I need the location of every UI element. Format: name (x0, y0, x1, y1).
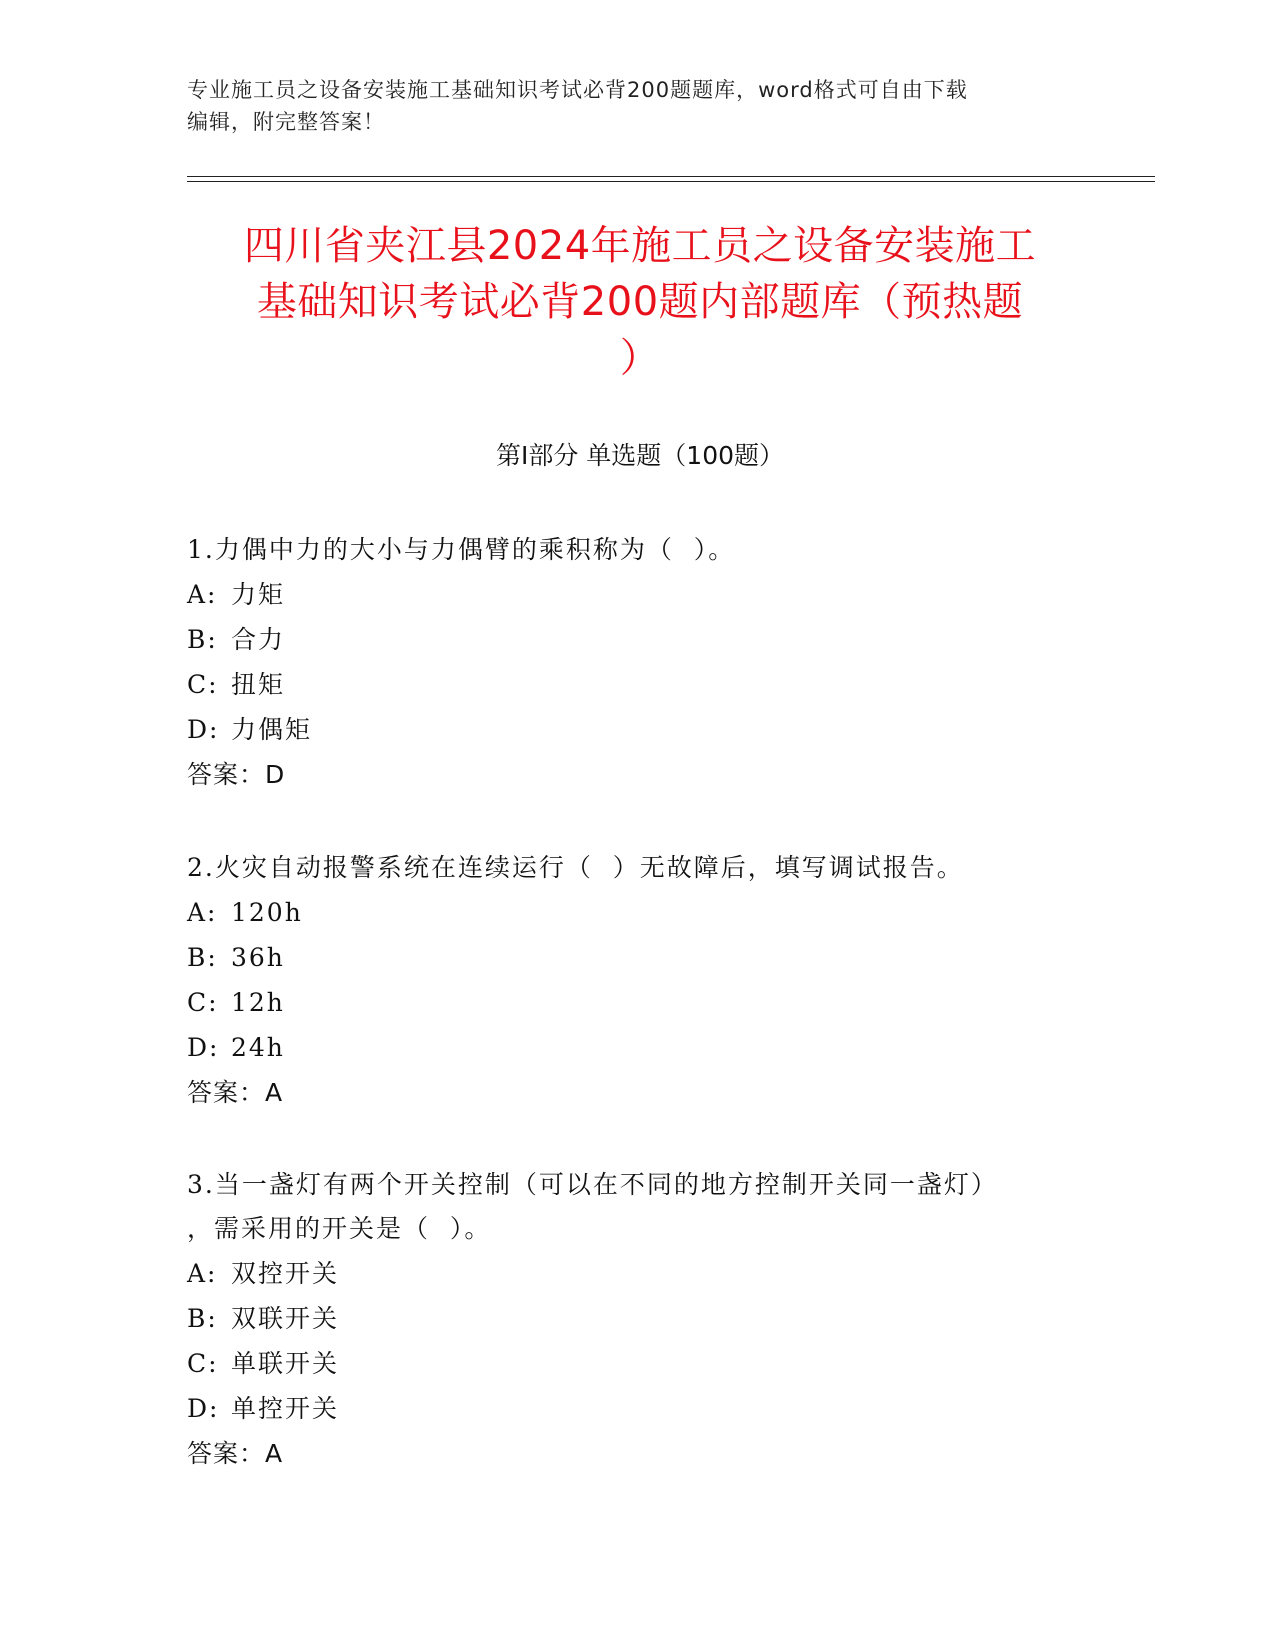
option-letter: D: (187, 1394, 220, 1423)
option-text: 双联开关 (231, 1304, 340, 1333)
option-c (187, 980, 1147, 1025)
option-text: 力矩 (231, 580, 286, 609)
document-title-line3: ） (619, 335, 661, 381)
option-d (187, 1386, 1147, 1431)
option-d (187, 707, 1147, 752)
header-note-line2: 编辑，附完整答案！ (187, 110, 385, 134)
option-b (187, 617, 1147, 662)
option-letter: D: (187, 1033, 220, 1062)
question-2 (187, 846, 1147, 1116)
option-d (187, 1025, 1147, 1070)
option-letter: B: (187, 625, 218, 654)
option-letter: B: (187, 943, 218, 972)
option-b (187, 935, 1147, 980)
question-3 (187, 1163, 1147, 1477)
option-text: 单联开关 (231, 1349, 340, 1378)
option-text: 单控开关 (231, 1394, 340, 1423)
answer-line: 答案：A (187, 1439, 284, 1468)
option-text: 双控开关 (231, 1259, 340, 1288)
option-a (187, 572, 1147, 617)
header-rule-top (187, 176, 1155, 177)
option-text: 合力 (231, 625, 286, 654)
document-title-line2: 基础知识考试必背200题内部题库（预热题 (256, 279, 1024, 325)
option-text: 12h (231, 988, 285, 1017)
question-stem: 1.力偶中力的大小与力偶臂的乘积称为（ ）。 (187, 535, 736, 564)
option-a (187, 1251, 1147, 1296)
question-stem: 2.火灾自动报警系统在连续运行（ ）无故障后，填写调试报告。 (187, 853, 964, 882)
option-text: 扭矩 (231, 670, 286, 699)
option-c (187, 662, 1147, 707)
question-stem-line1: 3.当一盏灯有两个开关控制（可以在不同的地方控制开关同一盏灯） (187, 1170, 998, 1199)
document-title (187, 218, 1093, 386)
answer-line: 答案：D (187, 760, 286, 789)
header-note-line1: 专业施工员之设备安装施工基础知识考试必背200题题库，word格式可自由下载 (187, 78, 968, 102)
question-stem-line2: ，需采用的开关是（ ）。 (187, 1214, 492, 1243)
document-title-line1: 四川省夹江县2024年施工员之设备安装施工 (243, 223, 1037, 269)
header-note (187, 74, 1067, 138)
option-text: 120h (231, 898, 303, 927)
option-letter: C: (187, 1349, 219, 1378)
option-letter: B: (187, 1304, 218, 1333)
option-letter: C: (187, 988, 219, 1017)
section-heading: 第Ⅰ部分 单选题（100题） (495, 441, 785, 470)
option-letter: A: (187, 898, 218, 927)
option-letter: D: (187, 715, 220, 744)
option-text: 力偶矩 (231, 715, 313, 744)
answer-line: 答案：A (187, 1078, 284, 1107)
option-text: 36h (231, 943, 285, 972)
option-c (187, 1341, 1147, 1386)
option-b (187, 1296, 1147, 1341)
option-a (187, 890, 1147, 935)
option-text: 24h (231, 1033, 285, 1062)
option-letter: A: (187, 580, 218, 609)
header-rule-bottom (187, 181, 1155, 182)
option-letter: A: (187, 1259, 218, 1288)
option-letter: C: (187, 670, 219, 699)
question-1 (187, 528, 1147, 798)
